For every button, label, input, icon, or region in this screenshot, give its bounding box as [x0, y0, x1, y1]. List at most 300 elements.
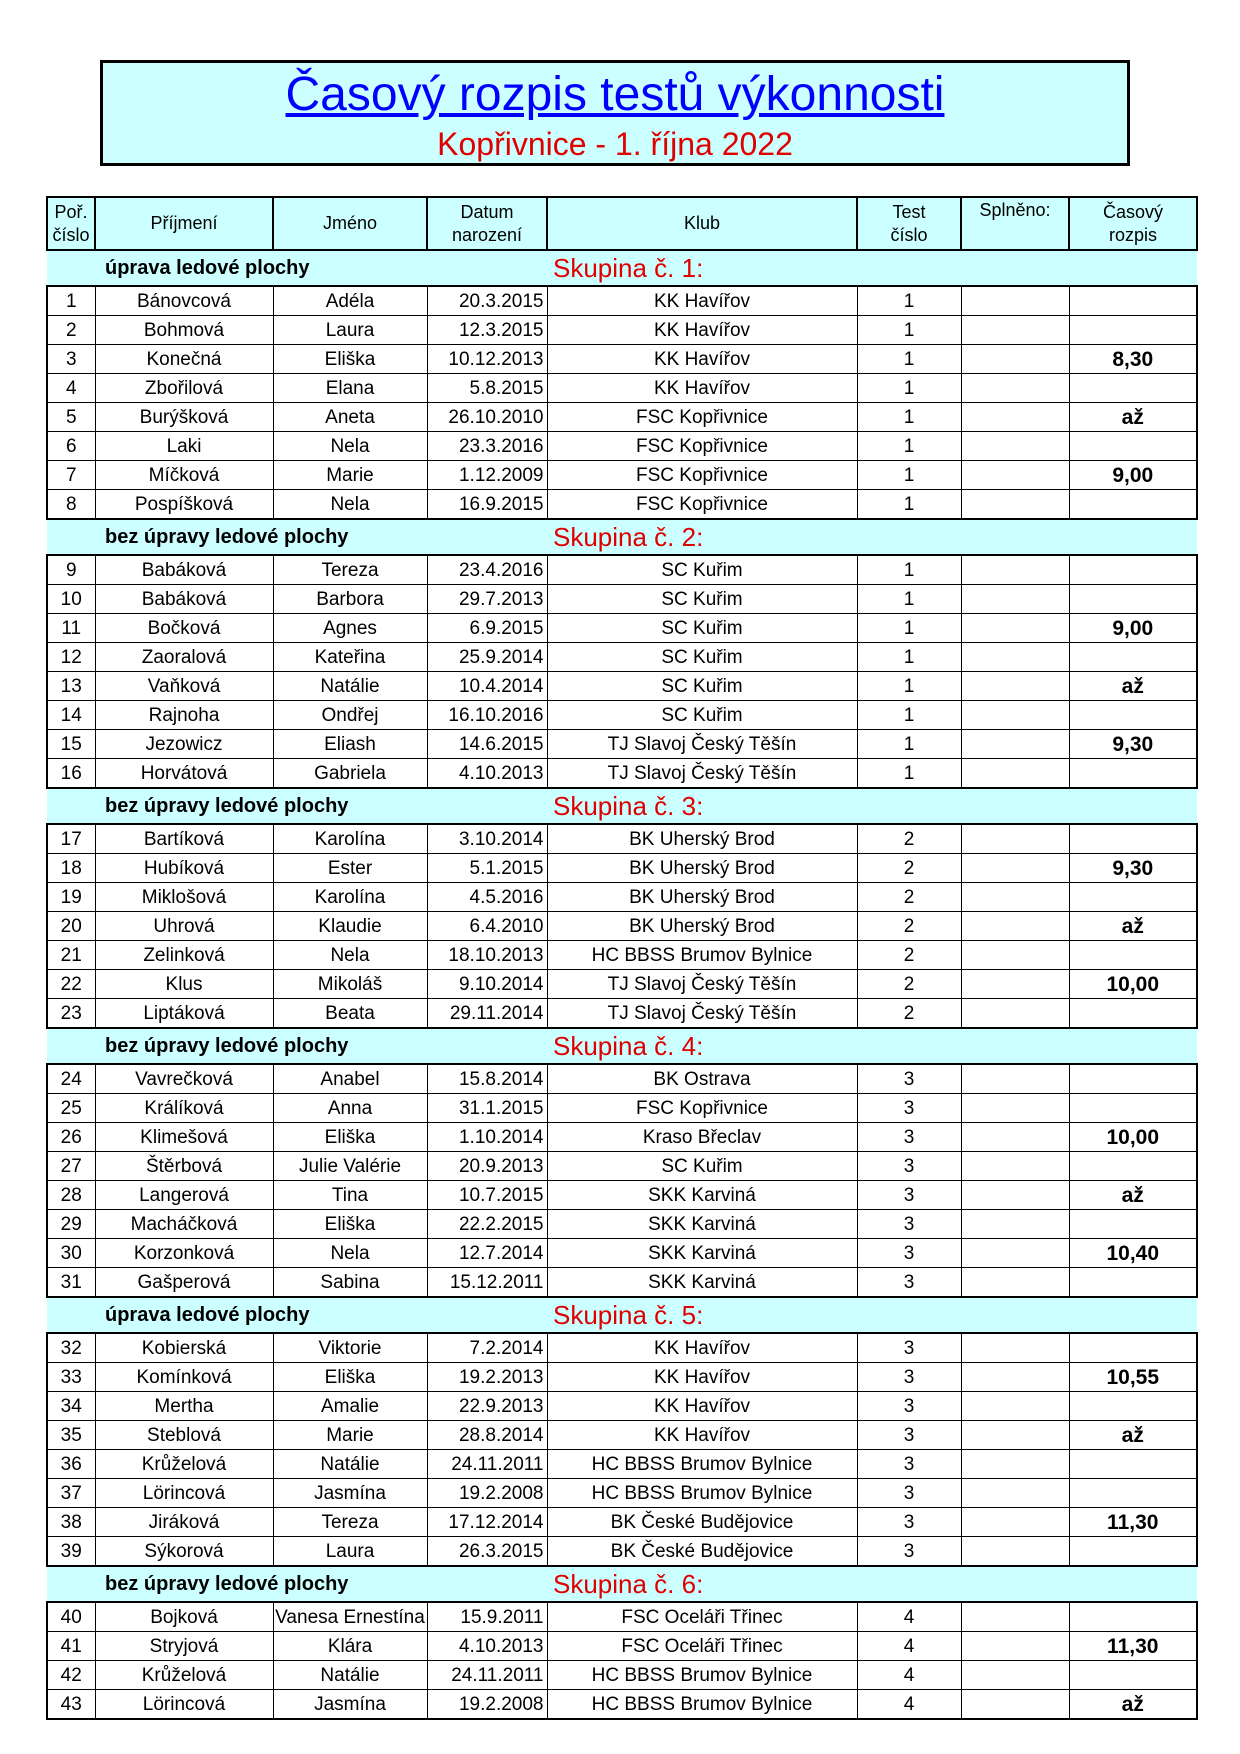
cell-test-number: 3 [857, 1239, 961, 1268]
header-prijmeni: Příjmení [95, 197, 273, 250]
cell-club: KK Havířov [547, 345, 857, 374]
cell-time-schedule [1069, 883, 1197, 912]
cell-test-number: 3 [857, 1450, 961, 1479]
cell-time-schedule: 11,30 [1069, 1632, 1197, 1661]
cell-time-schedule [1069, 432, 1197, 461]
cell-surname: Horvátová [95, 759, 273, 789]
cell-number: 37 [47, 1479, 95, 1508]
cell-number: 21 [47, 941, 95, 970]
cell-test-number: 2 [857, 854, 961, 883]
table-row [47, 1333, 1197, 1363]
schedule-table [46, 196, 1198, 1720]
cell-surname: Langerová [95, 1181, 273, 1210]
cell-club: SC Kuřim [547, 614, 857, 643]
cell-test-number: 1 [857, 403, 961, 432]
group-ice-note: úprava ledové plochy [47, 1297, 547, 1333]
table-row [47, 461, 1197, 490]
cell-club: HC BBSS Brumov Bylnice [547, 1661, 857, 1690]
cell-completed [961, 1123, 1069, 1152]
group-label: Skupina č. 5: [547, 1297, 1197, 1333]
cell-club: BK Uherský Brod [547, 883, 857, 912]
cell-birth-date: 16.10.2016 [427, 701, 547, 730]
cell-birth-date: 5.1.2015 [427, 854, 547, 883]
title-box [100, 60, 1130, 166]
cell-surname: Stryjová [95, 1632, 273, 1661]
cell-completed [961, 461, 1069, 490]
cell-number: 32 [47, 1333, 95, 1363]
cell-first-name: Vanesa Ernestína [273, 1602, 427, 1632]
cell-club: SC Kuřim [547, 672, 857, 701]
cell-club: FSC Kopřivnice [547, 1094, 857, 1123]
cell-completed [961, 1479, 1069, 1508]
cell-birth-date: 18.10.2013 [427, 941, 547, 970]
cell-time-schedule: 9,30 [1069, 854, 1197, 883]
cell-number: 4 [47, 374, 95, 403]
cell-test-number: 3 [857, 1479, 961, 1508]
cell-first-name: Karolína [273, 824, 427, 854]
table-row [47, 1268, 1197, 1298]
cell-surname: Macháčková [95, 1210, 273, 1239]
cell-completed [961, 1537, 1069, 1567]
cell-time-schedule [1069, 824, 1197, 854]
cell-test-number: 3 [857, 1537, 961, 1567]
cell-number: 28 [47, 1181, 95, 1210]
cell-surname: Míčková [95, 461, 273, 490]
cell-surname: Steblová [95, 1421, 273, 1450]
cell-first-name: Klára [273, 1632, 427, 1661]
table-row [47, 1392, 1197, 1421]
table-row [47, 912, 1197, 941]
cell-birth-date: 6.9.2015 [427, 614, 547, 643]
table-row [47, 643, 1197, 672]
cell-birth-date: 4.5.2016 [427, 883, 547, 912]
cell-time-schedule: 10,55 [1069, 1363, 1197, 1392]
cell-first-name: Natálie [273, 672, 427, 701]
cell-completed [961, 1632, 1069, 1661]
cell-surname: Babáková [95, 585, 273, 614]
cell-completed [961, 643, 1069, 672]
cell-surname: Komínková [95, 1363, 273, 1392]
table-row [47, 1479, 1197, 1508]
cell-surname: Gašperová [95, 1268, 273, 1298]
cell-surname: Rajnoha [95, 701, 273, 730]
cell-time-schedule: 10,40 [1069, 1239, 1197, 1268]
cell-club: TJ Slavoj Český Těšín [547, 999, 857, 1029]
table-row [47, 672, 1197, 701]
cell-surname: Vaňková [95, 672, 273, 701]
cell-test-number: 3 [857, 1181, 961, 1210]
cell-time-schedule: 9,00 [1069, 461, 1197, 490]
cell-surname: Babáková [95, 555, 273, 585]
header-datum: Datum narození [427, 197, 547, 250]
cell-number: 11 [47, 614, 95, 643]
cell-time-schedule [1069, 374, 1197, 403]
cell-completed [961, 1333, 1069, 1363]
cell-completed [961, 1450, 1069, 1479]
table-row [47, 1094, 1197, 1123]
cell-number: 14 [47, 701, 95, 730]
cell-surname: Kobierská [95, 1333, 273, 1363]
cell-first-name: Laura [273, 316, 427, 345]
cell-time-schedule [1069, 585, 1197, 614]
cell-completed [961, 345, 1069, 374]
cell-club: BK Uherský Brod [547, 854, 857, 883]
cell-birth-date: 26.10.2010 [427, 403, 547, 432]
group-label: Skupina č. 2: [547, 519, 1197, 555]
cell-birth-date: 19.2.2008 [427, 1479, 547, 1508]
cell-birth-date: 24.11.2011 [427, 1450, 547, 1479]
table-row [47, 1064, 1197, 1094]
cell-test-number: 1 [857, 555, 961, 585]
cell-birth-date: 14.6.2015 [427, 730, 547, 759]
cell-completed [961, 1064, 1069, 1094]
cell-time-schedule: až [1069, 1181, 1197, 1210]
cell-surname: Bánovcová [95, 286, 273, 316]
cell-time-schedule: až [1069, 1690, 1197, 1720]
cell-time-schedule [1069, 999, 1197, 1029]
cell-test-number: 3 [857, 1094, 961, 1123]
table-row [47, 286, 1197, 316]
cell-birth-date: 23.4.2016 [427, 555, 547, 585]
cell-first-name: Beata [273, 999, 427, 1029]
cell-first-name: Ester [273, 854, 427, 883]
table-row [47, 316, 1197, 345]
cell-time-schedule [1069, 1152, 1197, 1181]
group-ice-note: bez úpravy ledové plochy [47, 1566, 547, 1602]
cell-first-name: Amalie [273, 1392, 427, 1421]
cell-club: TJ Slavoj Český Těšín [547, 730, 857, 759]
cell-club: FSC Kopřivnice [547, 403, 857, 432]
cell-surname: Lörincová [95, 1479, 273, 1508]
cell-number: 41 [47, 1632, 95, 1661]
cell-test-number: 4 [857, 1661, 961, 1690]
cell-first-name: Kateřina [273, 643, 427, 672]
group-header-row [47, 788, 1197, 824]
cell-birth-date: 4.10.2013 [427, 759, 547, 789]
cell-number: 19 [47, 883, 95, 912]
cell-surname: Klimešová [95, 1123, 273, 1152]
cell-birth-date: 10.7.2015 [427, 1181, 547, 1210]
group-header-row [47, 1297, 1197, 1333]
cell-surname: Jezowicz [95, 730, 273, 759]
header-row [47, 197, 1197, 250]
cell-club: KK Havířov [547, 1333, 857, 1363]
table-row [47, 759, 1197, 789]
cell-completed [961, 432, 1069, 461]
cell-time-schedule [1069, 941, 1197, 970]
table-row [47, 970, 1197, 999]
table-row [47, 1363, 1197, 1392]
cell-test-number: 3 [857, 1064, 961, 1094]
cell-club: SKK Karviná [547, 1210, 857, 1239]
cell-first-name: Natálie [273, 1450, 427, 1479]
cell-test-number: 2 [857, 912, 961, 941]
table-row [47, 374, 1197, 403]
cell-number: 1 [47, 286, 95, 316]
group-ice-note: úprava ledové plochy [47, 250, 547, 286]
cell-birth-date: 25.9.2014 [427, 643, 547, 672]
cell-completed [961, 316, 1069, 345]
cell-time-schedule: 10,00 [1069, 1123, 1197, 1152]
table-row [47, 345, 1197, 374]
cell-first-name: Aneta [273, 403, 427, 432]
cell-club: SC Kuřim [547, 1152, 857, 1181]
cell-first-name: Marie [273, 1421, 427, 1450]
table-row [47, 1123, 1197, 1152]
cell-surname: Miklošová [95, 883, 273, 912]
header-por: Poř. číslo [47, 197, 95, 250]
cell-number: 7 [47, 461, 95, 490]
cell-time-schedule [1069, 1268, 1197, 1298]
cell-time-schedule [1069, 1210, 1197, 1239]
cell-birth-date: 4.10.2013 [427, 1632, 547, 1661]
cell-club: SC Kuřim [547, 555, 857, 585]
cell-time-schedule: až [1069, 1421, 1197, 1450]
cell-first-name: Eliška [273, 1210, 427, 1239]
cell-club: HC BBSS Brumov Bylnice [547, 1690, 857, 1720]
table-row [47, 1210, 1197, 1239]
cell-club: BK Uherský Brod [547, 912, 857, 941]
cell-number: 5 [47, 403, 95, 432]
cell-time-schedule [1069, 759, 1197, 789]
cell-test-number: 1 [857, 345, 961, 374]
cell-birth-date: 9.10.2014 [427, 970, 547, 999]
cell-time-schedule [1069, 555, 1197, 585]
cell-completed [961, 1094, 1069, 1123]
cell-time-schedule: 9,00 [1069, 614, 1197, 643]
cell-first-name: Anna [273, 1094, 427, 1123]
cell-first-name: Anabel [273, 1064, 427, 1094]
cell-first-name: Jasmína [273, 1690, 427, 1720]
cell-completed [961, 374, 1069, 403]
cell-surname: Bočková [95, 614, 273, 643]
cell-surname: Korzonková [95, 1239, 273, 1268]
cell-birth-date: 16.9.2015 [427, 490, 547, 520]
group-ice-note: bez úpravy ledové plochy [47, 788, 547, 824]
cell-test-number: 2 [857, 999, 961, 1029]
cell-surname: Bohmová [95, 316, 273, 345]
table-row [47, 1690, 1197, 1720]
cell-birth-date: 15.9.2011 [427, 1602, 547, 1632]
cell-birth-date: 1.10.2014 [427, 1123, 547, 1152]
cell-completed [961, 883, 1069, 912]
table-row [47, 1450, 1197, 1479]
cell-birth-date: 15.8.2014 [427, 1064, 547, 1094]
cell-birth-date: 20.3.2015 [427, 286, 547, 316]
table-row [47, 701, 1197, 730]
cell-test-number: 4 [857, 1602, 961, 1632]
cell-test-number: 3 [857, 1268, 961, 1298]
cell-surname: Liptáková [95, 999, 273, 1029]
table-row [47, 403, 1197, 432]
cell-test-number: 1 [857, 614, 961, 643]
cell-time-schedule: až [1069, 672, 1197, 701]
table-row [47, 883, 1197, 912]
cell-test-number: 3 [857, 1123, 961, 1152]
cell-test-number: 3 [857, 1392, 961, 1421]
cell-test-number: 1 [857, 286, 961, 316]
cell-birth-date: 23.3.2016 [427, 432, 547, 461]
cell-first-name: Eliška [273, 1363, 427, 1392]
cell-time-schedule: až [1069, 912, 1197, 941]
cell-test-number: 1 [857, 316, 961, 345]
cell-birth-date: 31.1.2015 [427, 1094, 547, 1123]
cell-test-number: 3 [857, 1152, 961, 1181]
cell-time-schedule: až [1069, 403, 1197, 432]
cell-test-number: 1 [857, 759, 961, 789]
cell-club: SKK Karviná [547, 1239, 857, 1268]
cell-first-name: Sabina [273, 1268, 427, 1298]
header-splneno: Splněno: [961, 197, 1069, 250]
cell-completed [961, 1181, 1069, 1210]
cell-time-schedule [1069, 316, 1197, 345]
cell-time-schedule [1069, 1333, 1197, 1363]
cell-test-number: 3 [857, 1508, 961, 1537]
cell-surname: Bojková [95, 1602, 273, 1632]
cell-first-name: Tereza [273, 555, 427, 585]
cell-completed [961, 614, 1069, 643]
cell-first-name: Mikoláš [273, 970, 427, 999]
cell-first-name: Ondřej [273, 701, 427, 730]
cell-test-number: 2 [857, 970, 961, 999]
cell-surname: Mertha [95, 1392, 273, 1421]
cell-completed [961, 912, 1069, 941]
cell-completed [961, 1421, 1069, 1450]
cell-first-name: Nela [273, 432, 427, 461]
cell-completed [961, 1152, 1069, 1181]
cell-club: FSC Kopřivnice [547, 432, 857, 461]
table-row [47, 854, 1197, 883]
cell-number: 42 [47, 1661, 95, 1690]
cell-number: 35 [47, 1421, 95, 1450]
cell-time-schedule [1069, 701, 1197, 730]
cell-number: 13 [47, 672, 95, 701]
header-casovy-rozpis: Časový rozpis [1069, 197, 1197, 250]
cell-first-name: Julie Valérie [273, 1152, 427, 1181]
cell-number: 43 [47, 1690, 95, 1720]
cell-first-name: Klaudie [273, 912, 427, 941]
table-row [47, 1632, 1197, 1661]
cell-test-number: 4 [857, 1632, 961, 1661]
cell-first-name: Eliška [273, 345, 427, 374]
cell-club: BK České Budějovice [547, 1508, 857, 1537]
cell-time-schedule [1069, 643, 1197, 672]
cell-club: HC BBSS Brumov Bylnice [547, 1479, 857, 1508]
table-row [47, 555, 1197, 585]
cell-surname: Pospíšková [95, 490, 273, 520]
cell-completed [961, 1363, 1069, 1392]
cell-birth-date: 29.7.2013 [427, 585, 547, 614]
cell-club: BK Uherský Brod [547, 824, 857, 854]
table-row [47, 1537, 1197, 1567]
cell-test-number: 3 [857, 1363, 961, 1392]
cell-birth-date: 22.2.2015 [427, 1210, 547, 1239]
group-header-row [47, 1566, 1197, 1602]
cell-test-number: 2 [857, 883, 961, 912]
cell-number: 22 [47, 970, 95, 999]
cell-surname: Lörincová [95, 1690, 273, 1720]
cell-birth-date: 10.12.2013 [427, 345, 547, 374]
cell-surname: Krůželová [95, 1450, 273, 1479]
cell-club: TJ Slavoj Český Těšín [547, 759, 857, 789]
cell-surname: Krůželová [95, 1661, 273, 1690]
cell-birth-date: 29.11.2014 [427, 999, 547, 1029]
cell-first-name: Nela [273, 941, 427, 970]
table-row [47, 999, 1197, 1029]
cell-surname: Sýkorová [95, 1537, 273, 1567]
header-klub: Klub [547, 197, 857, 250]
cell-completed [961, 854, 1069, 883]
cell-number: 30 [47, 1239, 95, 1268]
cell-first-name: Marie [273, 461, 427, 490]
cell-club: BK Ostrava [547, 1064, 857, 1094]
cell-first-name: Eliška [273, 1123, 427, 1152]
cell-test-number: 1 [857, 432, 961, 461]
cell-first-name: Adéla [273, 286, 427, 316]
cell-completed [961, 941, 1069, 970]
cell-first-name: Karolína [273, 883, 427, 912]
cell-time-schedule: 10,00 [1069, 970, 1197, 999]
cell-completed [961, 999, 1069, 1029]
cell-club: KK Havířov [547, 1392, 857, 1421]
cell-club: KK Havířov [547, 286, 857, 316]
cell-completed [961, 555, 1069, 585]
group-label: Skupina č. 6: [547, 1566, 1197, 1602]
cell-birth-date: 3.10.2014 [427, 824, 547, 854]
cell-club: HC BBSS Brumov Bylnice [547, 941, 857, 970]
cell-club: SC Kuřim [547, 701, 857, 730]
cell-birth-date: 28.8.2014 [427, 1421, 547, 1450]
table-row [47, 490, 1197, 520]
cell-club: SKK Karviná [547, 1181, 857, 1210]
group-header-row [47, 250, 1197, 286]
cell-completed [961, 970, 1069, 999]
cell-time-schedule [1069, 286, 1197, 316]
cell-time-schedule [1069, 1392, 1197, 1421]
cell-time-schedule [1069, 1602, 1197, 1632]
cell-surname: Zelinková [95, 941, 273, 970]
cell-test-number: 1 [857, 643, 961, 672]
cell-surname: Zaoralová [95, 643, 273, 672]
cell-club: SC Kuřim [547, 643, 857, 672]
cell-number: 40 [47, 1602, 95, 1632]
cell-surname: Klus [95, 970, 273, 999]
cell-completed [961, 403, 1069, 432]
cell-time-schedule [1069, 490, 1197, 520]
group-header-row [47, 519, 1197, 555]
group-ice-note: bez úpravy ledové plochy [47, 519, 547, 555]
cell-surname: Laki [95, 432, 273, 461]
cell-time-schedule [1069, 1661, 1197, 1690]
cell-test-number: 1 [857, 585, 961, 614]
table-row [47, 1152, 1197, 1181]
cell-first-name: Viktorie [273, 1333, 427, 1363]
cell-number: 17 [47, 824, 95, 854]
cell-time-schedule [1069, 1094, 1197, 1123]
cell-number: 16 [47, 759, 95, 789]
cell-birth-date: 19.2.2008 [427, 1690, 547, 1720]
group-label: Skupina č. 3: [547, 788, 1197, 824]
table-row [47, 585, 1197, 614]
cell-completed [961, 1210, 1069, 1239]
cell-number: 26 [47, 1123, 95, 1152]
cell-birth-date: 24.11.2011 [427, 1661, 547, 1690]
cell-test-number: 3 [857, 1333, 961, 1363]
cell-completed [961, 1239, 1069, 1268]
table-row [47, 1181, 1197, 1210]
page-subtitle: Kopřivnice - 1. října 2022 [437, 126, 793, 162]
cell-completed [961, 286, 1069, 316]
